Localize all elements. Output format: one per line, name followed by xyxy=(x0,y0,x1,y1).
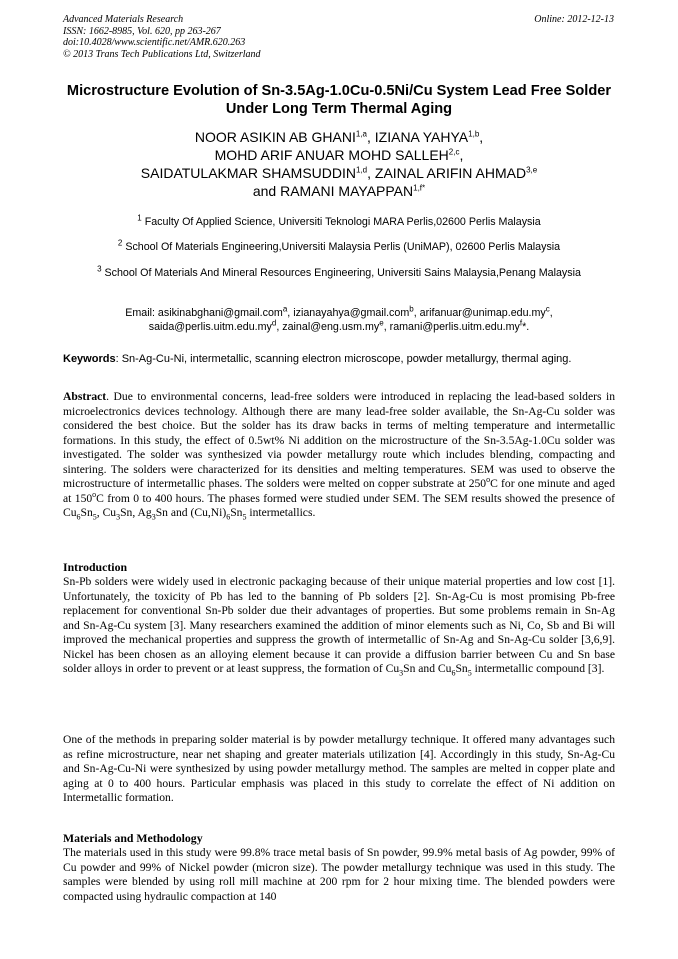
affiliation-number: 1 xyxy=(137,213,142,223)
issn-line: ISSN: 1662-8985, Vol. 620, pp 263-267 xyxy=(63,25,221,37)
author-affil-mark: 1,b xyxy=(468,129,480,139)
affiliation-number: 2 xyxy=(117,238,123,248)
author-list: NOOR ASIKIN AB GHANI$^{1,a}$, IZIANA YAHYA$^{1,b}$, MOHD ARIF ANUAR MOHD SALLEH$^{2,c}$, SAIDATULAKMAR SHAMSUDDIN$^{1,d}$, ZAINAL ARIFIN AHMAD$^{3,e}$ and RAMANI $MAYAPPAN^{1,f*}$ xyxy=(140,129,538,199)
email-address[interactable]: izianayahya@gmail.com xyxy=(293,307,410,319)
section-heading-introduction: Introduction xyxy=(63,560,128,574)
author-affil-mark: 1,f* xyxy=(413,183,426,193)
affiliation: $^2$ School Of Materials Engineering,Universiti Malaysia Perlis (UniMAP), 02600 Perlis Malaysia xyxy=(117,238,561,253)
author-affil-mark: 3,e xyxy=(526,165,538,175)
author-name: ZAINAL ARIFIN AHMAD xyxy=(374,165,527,181)
email-address[interactable]: saida@perlis.uitm.edu.my xyxy=(148,321,272,333)
affiliation: $^1$ Faculty Of Applied Science, Universiti Teknologi MARA Perlis,02600 Perlis Malaysia xyxy=(137,213,541,228)
email-address[interactable]: arifanuar@unimap.edu.my xyxy=(419,307,546,319)
affiliation: $^3$ School Of Materials And Mineral Resources Engineering, Universiti Sains Malaysia,Penang Malaysia xyxy=(97,264,581,279)
introduction-paragraph: Sn-Pb solders were widely used in electronic packaging because of their unique material properties and low cost [1]. Unfortunately, the toxicity of Pb has led to the banning of Pb solders [2]. Sn-Ag-Cu is most promising Pb-free replacement for conventional Sn-Pb solder due their advantages of properties. But some problems remain in Sn-Ag and Sn-Ag-Cu system [3]. Many researchers examined the addition of minor elements such as Ni, Co, Sb and Bi will improved the mechanical properties and suppress the growth of intermetallic of Sn-Ag and Sn-Ag-Cu solder [3,6,9]. Nickel has been chosen as an alloying element because it can provide a diffusion barrier between Cu and Sn base solder alloys in order to prevent or at least suppress, the formation of $Cu_3Sn$ and $Cu_6Sn_5$ intermetallic compound [3]. xyxy=(63,575,615,678)
introduction-paragraph: One of the methods in preparing solder material is by powder metallurgy technique. It offered many advantages such as refine microstructure, near net shaping and greater materials utilization [4]. Accordingly in this study, Sn-Ag-Cu and Sn-Ag-Cu-Ni were synthesized by using powder metallurgy method. The samples are melted in copper plate and aging at 0 to 400 hours. Particular emphasis was placed in this study to correlate the effect of Ni addition on Intermetallic formation. xyxy=(63,733,615,804)
doi-line: doi:10.4028/www.scientific.net/AMR.620.263 xyxy=(63,37,246,48)
keywords-label: Keywords xyxy=(63,353,116,365)
author-name: NOOR ASIKIN AB GHANI xyxy=(194,129,356,145)
author-name: MOHD ARIF ANUAR MOHD SALLEH xyxy=(214,147,449,163)
email-list: Email: asikinabghani@gmail.com$^a$, izianayahya@gmail.com$^b$, $arifanuar@unimap.edu.my^c$, $saida@perlis.uitm.edu.my^d$, $zainal@eng.usm.my^e$, $ramani@perlis.uitm.edu.my^f*$. xyxy=(125,304,553,333)
author-affil-mark: 1,a xyxy=(355,129,367,139)
abstract-paragraph: Abstract. Due to environmental concerns, lead-free solders were introduced in replacing the lead-based solders in microelectronics devices technology. Although there are many lead-free solder available, the Sn-Ag-Cu solder was considered the best choice. But the solder has its draw backs in terms of melting temperature and intermetallic formations. In this study, the effect of 0.5wt% Ni addition on the microstructure of the Sn-3.5Ag-1.0Cu solder was investigated. The solder was synthesized via powder metallurgy route which includes blending, compacting and sintering. The solders were characterized for its densities and melting temperatures. SEM was used to observe the microstructure of intermetallic phases. The solders were melted on copper substrate at 250$^o$C for one minute and aged at 150$^o$C from 0 to 400 hours. The phases formed were studied under SEM. The SEM results showed the presence of $Cu_6Sn_5$, $Cu_3Sn$, $Ag_3Sn$ and $(Cu,Ni)_6Sn_5$ intermetallics. xyxy=(63,390,616,522)
journal-name: Advanced Materials Research xyxy=(63,14,184,25)
author-name: IZIANA YAHYA xyxy=(374,129,469,145)
abstract-label: Abstract xyxy=(63,390,107,403)
copyright-line: © 2013 Trans Tech Publications Ltd, Switzerland xyxy=(63,48,261,60)
author-affil-mark: 2,c xyxy=(448,147,460,157)
email-address[interactable]: asikinabghani@gmail.com xyxy=(157,307,283,319)
paper-title: Microstructure Evolution of Sn-3.5Ag-1.0Cu-0.5Ni/Cu System Lead Free Solder Under Long Term Thermal Aging xyxy=(66,83,612,117)
author-affil-mark: 1,d xyxy=(356,165,368,175)
author-name: and RAMANI MAYAPPAN xyxy=(252,183,414,199)
methods-paragraph: The materials used in this study were 99.8% trace metal basis of Sn powder, 99.9% metal basis of Ag powder, 99% of Cu powder and 99% of Nickel powder (micron size). The powder metallurgy technique was used in this study. The samples were blended by using roll mill machine at 200 rpm for 2 hour mixing time. The blended powders were compacted using hydraulic compaction at 140 xyxy=(63,846,615,903)
email-address[interactable]: zainal@eng.usm.my xyxy=(282,321,380,333)
online-date: Online: 2012-12-13 xyxy=(534,14,614,25)
author-name: SAIDATULAKMAR SHAMSUDDIN xyxy=(140,165,356,181)
journal-header xyxy=(63,14,261,60)
section-heading-methods: Materials and Methodology xyxy=(63,831,203,845)
affiliation-number: 3 xyxy=(97,264,102,274)
email-address[interactable]: ramani@perlis.uitm.edu.my xyxy=(389,321,520,333)
keywords-paragraph: Keywords: Sn-Ag-Cu-Ni, intermetallic, scanning electron microscope, powder metallurgy, thermal aging. xyxy=(63,353,572,365)
